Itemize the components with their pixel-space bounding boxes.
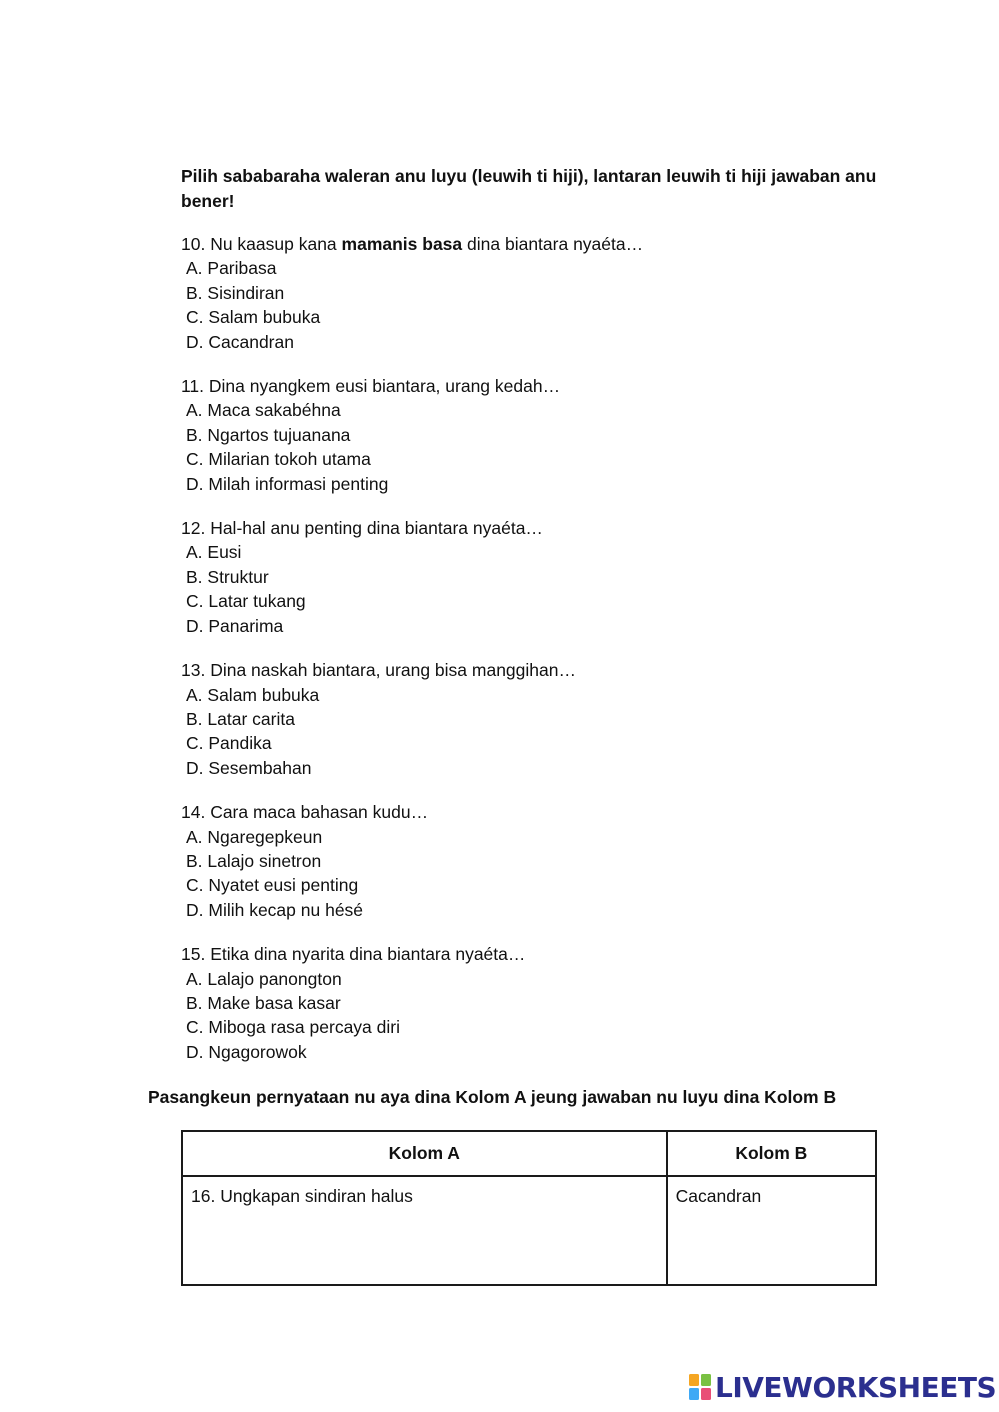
option-a[interactable]: A. Ngaregepkeun <box>186 826 323 847</box>
option-c[interactable]: C. Nyatet eusi penting <box>186 875 359 896</box>
question-11 <box>181 374 881 496</box>
question-text: 11. Dina nyangkem eusi biantara, urang kedah… <box>181 376 561 397</box>
option-d[interactable]: D. Milah informasi penting <box>186 473 389 494</box>
column-a-cell: 16. Ungkapan sindiran halus <box>182 1176 667 1285</box>
option-b[interactable]: B. Struktur <box>186 566 269 587</box>
option-a[interactable]: A. Eusi <box>186 542 242 563</box>
option-b[interactable]: B. Lalajo sinetron <box>186 850 322 871</box>
option-a[interactable]: A. Lalajo panongton <box>186 968 342 989</box>
question-15 <box>181 942 881 1064</box>
option-a[interactable]: A. Maca sakabéhna <box>186 400 341 421</box>
question-14 <box>181 800 881 922</box>
table-header-row <box>182 1131 876 1176</box>
option-c[interactable]: C. Milarian tokoh utama <box>186 449 371 470</box>
question-12 <box>181 516 881 638</box>
question-text: 10. Nu kaasup kana mamanis basa dina biantara nyaéta… <box>181 234 644 254</box>
question-text: 12. Hal-hal anu penting dina biantara nyaéta… <box>181 518 543 539</box>
question-text: 14. Cara maca bahasan kudu… <box>181 802 429 823</box>
liveworksheets-logo-icon <box>689 1374 711 1400</box>
table-row <box>182 1176 876 1285</box>
question-13 <box>181 658 881 780</box>
question-10 <box>181 232 881 354</box>
option-d[interactable]: D. Ngagorowok <box>186 1041 307 1062</box>
column-b-answer-cell[interactable]: Cacandran <box>667 1176 876 1285</box>
option-a[interactable]: A. Salam bubuka <box>186 684 320 705</box>
column-a-header: Kolom A <box>182 1131 667 1176</box>
option-c[interactable]: C. Miboga rasa percaya diri <box>186 1017 400 1038</box>
liveworksheets-logo <box>689 1370 996 1404</box>
option-c[interactable]: C. Pandika <box>186 733 272 754</box>
option-b[interactable]: B. Latar carita <box>186 708 295 729</box>
option-c[interactable]: C. Salam bubuka <box>186 307 321 328</box>
option-b[interactable]: B. Ngartos tujuanana <box>186 424 351 445</box>
option-b[interactable]: B. Make basa kasar <box>186 992 341 1013</box>
option-d[interactable]: D. Cacandran <box>186 331 294 352</box>
option-a[interactable]: A. Paribasa <box>186 258 277 279</box>
question-keyword: mamanis basa <box>341 234 463 254</box>
question-text: 15. Etika dina nyarita dina biantara nyaéta… <box>181 944 526 965</box>
question-text: 13. Dina naskah biantara, urang bisa manggihan… <box>181 660 576 681</box>
option-b[interactable]: B. Sisindiran <box>186 282 285 303</box>
instruction-text: Pilih sababaraha waleran anu luyu (leuwih ti hiji), lantaran leuwih ti hiji jawaban anu bener! <box>181 166 877 211</box>
option-d[interactable]: D. Panarima <box>186 615 284 636</box>
option-c[interactable]: C. Latar tukang <box>186 591 306 612</box>
matching-instruction: Pasangkeun pernyataan nu aya dina Kolom A jeung jawaban nu luyu dina Kolom B <box>148 1087 837 1107</box>
logo-text: LIVEWORKSHEETS <box>715 1370 997 1404</box>
option-d[interactable]: D. Sesembahan <box>186 757 312 778</box>
question-list <box>181 232 881 1084</box>
column-b-header: Kolom B <box>667 1131 876 1176</box>
option-d[interactable]: D. Milih kecap nu hésé <box>186 899 364 920</box>
matching-table <box>181 1130 877 1286</box>
